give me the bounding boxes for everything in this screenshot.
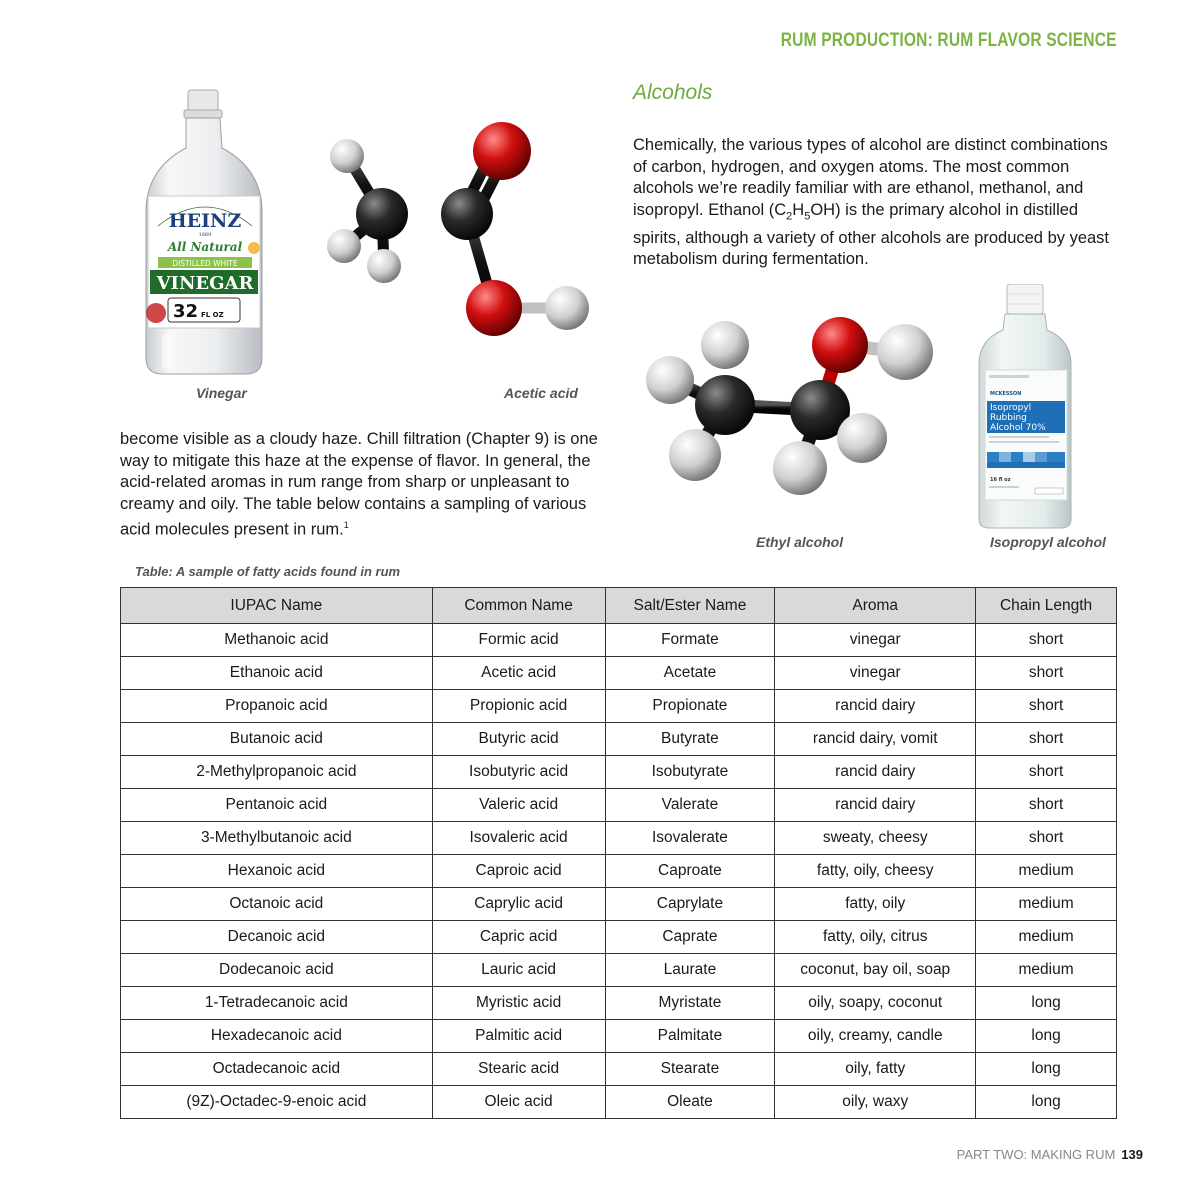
table-row	[121, 954, 1117, 987]
table-cell: sweaty, cheesy	[775, 822, 976, 855]
table-cell: Palmitate	[605, 1020, 775, 1053]
isopropyl-alcohol-bottle-image	[975, 284, 1075, 529]
table-cell: Myristate	[605, 987, 775, 1020]
table-cell: Stearate	[605, 1053, 775, 1086]
table-cell: Isobutyrate	[605, 756, 775, 789]
table-cell: short	[976, 822, 1117, 855]
page-footer	[957, 1147, 1143, 1162]
table-cell: medium	[976, 921, 1117, 954]
table-cell: Isovaleric acid	[432, 822, 605, 855]
table-cell: Caprate	[605, 921, 775, 954]
svg-text:1869: 1869	[198, 232, 212, 238]
table-cell: fatty, oily, cheesy	[775, 855, 976, 888]
table-cell: short	[976, 657, 1117, 690]
table-cell: rancid dairy, vomit	[775, 723, 976, 756]
table-cell: Methanoic acid	[121, 624, 433, 657]
table-cell: Butanoic acid	[121, 723, 433, 756]
table-row	[121, 987, 1117, 1020]
table-cell: Butyrate	[605, 723, 775, 756]
table-cell: rancid dairy	[775, 789, 976, 822]
table-cell: long	[976, 987, 1117, 1020]
running-header: RUM PRODUCTION: RUM FLAVOR SCIENCE	[781, 30, 1117, 51]
section-title: Alcohols	[633, 81, 713, 104]
table-cell: Isobutyric acid	[432, 756, 605, 789]
table-cell: Propionic acid	[432, 690, 605, 723]
table-cell: Oleate	[605, 1086, 775, 1119]
table-caption: Table: A sample of fatty acids found in rum	[135, 564, 401, 579]
svg-text:16 fl oz: 16 fl oz	[990, 477, 1011, 483]
table-cell: Hexanoic acid	[121, 855, 433, 888]
acid-aromas-paragraph: become visible as a cloudy haze. Chill filtration (Chapter 9) is one way to mitigate this haze at the expense of flavor. In general, the acid-related aromas in rum range from sharp or unpleasant to creamy and oily. The table below contains a sampling of various acid molecules present in rum.$^1$	[120, 430, 598, 539]
svg-text:FL OZ: FL OZ	[201, 311, 224, 319]
ethyl-alcohol-molecule	[640, 310, 940, 520]
acetic-acid-molecule	[322, 116, 602, 356]
table-cell: oily, waxy	[775, 1086, 976, 1119]
table-cell: Myristic acid	[432, 987, 605, 1020]
table-row	[121, 822, 1117, 855]
table-row	[121, 756, 1117, 789]
table-row	[121, 624, 1117, 657]
table-row	[121, 723, 1117, 756]
svg-text:Rubbing: Rubbing	[990, 413, 1027, 423]
table-cell: Caprylic acid	[432, 888, 605, 921]
caption-isopropyl-alcohol: Isopropyl alcohol	[990, 534, 1106, 550]
caption-acetic-acid: Acetic acid	[504, 385, 578, 401]
table-cell: Formate	[605, 624, 775, 657]
table-cell: Capric acid	[432, 921, 605, 954]
page-number: 139	[1121, 1147, 1143, 1162]
footnote-marker: 1	[343, 520, 349, 531]
table-cell: Isovalerate	[605, 822, 775, 855]
table-row	[121, 1053, 1117, 1086]
svg-text:MCKESSON: MCKESSON	[990, 391, 1022, 397]
table-cell: Lauric acid	[432, 954, 605, 987]
table-cell: medium	[976, 954, 1117, 987]
table-cell: medium	[976, 888, 1117, 921]
column-header: Common Name	[432, 588, 605, 624]
svg-text:Alcohol 70%: Alcohol 70%	[990, 423, 1046, 433]
table-cell: Formic acid	[432, 624, 605, 657]
table-header-row	[121, 588, 1117, 624]
table-cell: Laurate	[605, 954, 775, 987]
table-cell: rancid dairy	[775, 690, 976, 723]
table-cell: short	[976, 723, 1117, 756]
table-cell: 2-Methylpropanoic acid	[121, 756, 433, 789]
table-cell: Dodecanoic acid	[121, 954, 433, 987]
caption-vinegar: Vinegar	[196, 385, 247, 401]
footer-part-label: PART TWO: MAKING RUM	[956, 1147, 1116, 1162]
table-row	[121, 1020, 1117, 1053]
table-cell: Octadecanoic acid	[121, 1053, 433, 1086]
column-header: Salt/Ester Name	[605, 588, 775, 624]
table-cell: short	[976, 624, 1117, 657]
table-cell: medium	[976, 855, 1117, 888]
table-cell: Palmitic acid	[432, 1020, 605, 1053]
table-cell: Decanoic acid	[121, 921, 433, 954]
svg-text:All Natural: All Natural	[167, 240, 243, 254]
table-cell: Ethanoic acid	[121, 657, 433, 690]
table-cell: coconut, bay oil, soap	[775, 954, 976, 987]
table-cell: (9Z)-Octadec-9-enoic acid	[121, 1086, 433, 1119]
column-header: Chain Length	[976, 588, 1117, 624]
table-row	[121, 1086, 1117, 1119]
table-cell: Caprylate	[605, 888, 775, 921]
table-cell: long	[976, 1053, 1117, 1086]
table-row	[121, 921, 1117, 954]
table-cell: Acetate	[605, 657, 775, 690]
table-cell: vinegar	[775, 624, 976, 657]
table-cell: Oleic acid	[432, 1086, 605, 1119]
table-cell: vinegar	[775, 657, 976, 690]
table-cell: oily, creamy, candle	[775, 1020, 976, 1053]
table-cell: Hexadecanoic acid	[121, 1020, 433, 1053]
table-cell: 1-Tetradecanoic acid	[121, 987, 433, 1020]
column-header: IUPAC Name	[121, 588, 433, 624]
table-row	[121, 855, 1117, 888]
column-header: Aroma	[775, 588, 976, 624]
table-cell: long	[976, 1086, 1117, 1119]
table-row	[121, 690, 1117, 723]
table-cell: rancid dairy	[775, 756, 976, 789]
table-cell: Propionate	[605, 690, 775, 723]
svg-text:Isopropyl: Isopropyl	[990, 403, 1032, 413]
table-cell: Caproic acid	[432, 855, 605, 888]
svg-text:DISTILLED WHITE: DISTILLED WHITE	[172, 259, 238, 268]
table-cell: Pentanoic acid	[121, 789, 433, 822]
table-cell: Butyric acid	[432, 723, 605, 756]
table-cell: Stearic acid	[432, 1053, 605, 1086]
table-cell: 3-Methylbutanoic acid	[121, 822, 433, 855]
table-cell: Caproate	[605, 855, 775, 888]
vinegar-brand-text: HEINZ	[168, 210, 242, 232]
table-cell: short	[976, 756, 1117, 789]
table-cell: short	[976, 789, 1117, 822]
alcohols-paragraph: Chemically, the various types of alcohol are distinct combinations of carbon, hydrogen, and oxygen atoms. The most common alcohols we’re readily familiar with are ethanol, methanol, and isopropyl. Ethanol $(C_2H_5OH)$ is the primary alcohol in distilled spirits, although a variety of other alcohols are produced by yeast metabolism during fermentation.	[633, 136, 1110, 269]
table-cell: oily, fatty	[775, 1053, 976, 1086]
vinegar-bottle-image	[140, 88, 270, 378]
table-cell: fatty, oily, citrus	[775, 921, 976, 954]
table-cell: fatty, oily	[775, 888, 976, 921]
table-row	[121, 888, 1117, 921]
table-cell: Propanoic acid	[121, 690, 433, 723]
table-row	[121, 789, 1117, 822]
table-row	[121, 657, 1117, 690]
table-cell: Acetic acid	[432, 657, 605, 690]
fatty-acids-table	[120, 587, 1117, 1119]
caption-ethyl-alcohol: Ethyl alcohol	[756, 534, 844, 550]
svg-text:32: 32	[172, 301, 198, 322]
svg-text:VINEGAR: VINEGAR	[156, 273, 254, 294]
table-cell: Octanoic acid	[121, 888, 433, 921]
table-cell: Valeric acid	[432, 789, 605, 822]
table-cell: Valerate	[605, 789, 775, 822]
table-cell: long	[976, 1020, 1117, 1053]
table-cell: short	[976, 690, 1117, 723]
table-cell: oily, soapy, coconut	[775, 987, 976, 1020]
